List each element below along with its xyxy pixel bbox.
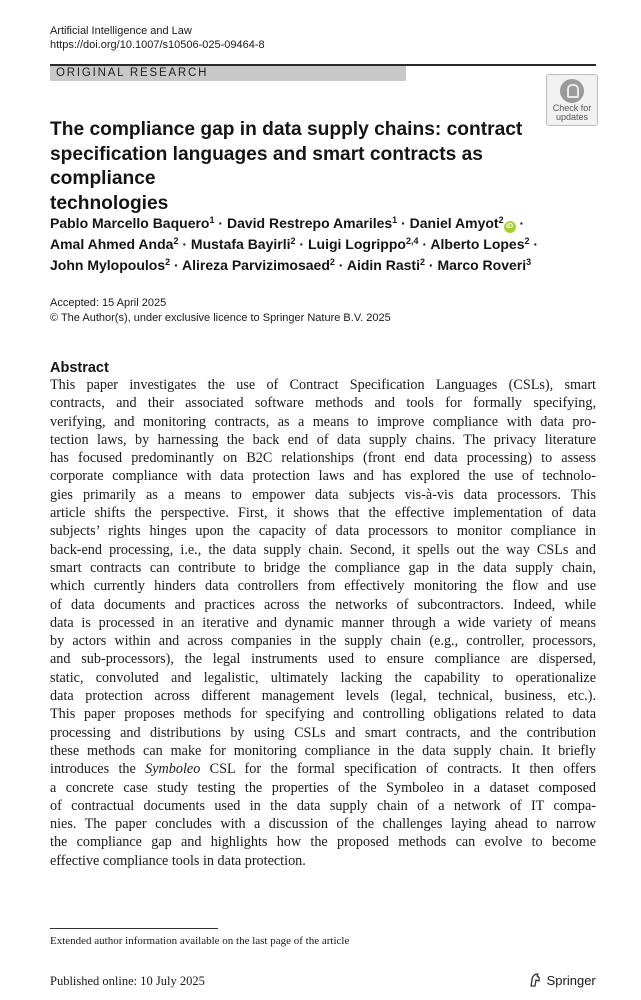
abstract-heading: Abstract	[50, 360, 109, 376]
symboleo-term: Symboleo	[145, 761, 201, 778]
journal-header	[50, 24, 265, 52]
doi-link[interactable]: https://doi.org/10.1007/s10506-025-09464-8	[50, 39, 265, 51]
springer-horse-icon	[527, 972, 543, 988]
accepted-date: Accepted: 15 April 2025	[50, 297, 167, 309]
author-name[interactable]: Mustafa Bayirli	[190, 236, 291, 252]
title-line: The compliance gap in data supply chains: contract	[50, 119, 523, 140]
abstract-line: gies primarily as a means to empower data subjects vis-à-vis data processors. This	[50, 486, 596, 503]
author-name[interactable]: Pablo Marcello Baquero	[50, 215, 210, 231]
author-affiliation: 1	[209, 215, 215, 225]
abstract-text: CSL for the formal specification of contracts. It then offers	[200, 761, 596, 778]
abstract-text: introduces the	[50, 761, 146, 778]
author-line: John Mylopoulos$^2$ · Alireza Parvizimosaed$^2$ · Aidin Rasti$^2$ · Marco Roveri$^3$	[50, 257, 532, 273]
abstract-line: data is processed in an iterative and dynamic manner through a wide variety of means	[50, 614, 596, 631]
check-for-updates-line1: Check for	[552, 103, 592, 113]
abstract-line: back-end processing, i.e., the data supply chain. Second, it spells out the way CSLs and	[50, 541, 596, 558]
abstract-line: a concrete case study testing the properties of the Symboleo in a dataset composed	[50, 779, 596, 796]
check-for-updates-badge[interactable]	[546, 74, 598, 126]
author-affiliation: 1	[392, 215, 398, 225]
check-for-updates-icon	[560, 79, 584, 103]
author-affiliation: 3	[526, 257, 532, 267]
abstract-line: processing and distributions by using CSLs and smart contracts, and the contribution	[50, 724, 596, 741]
abstract-line: effective compliance tools in data protection.	[50, 852, 306, 869]
abstract-line: subjects’ rights hinges upon the capacity of data processors to monitor compliance in	[50, 523, 596, 540]
author-name[interactable]: Luigi Logrippo	[307, 236, 406, 252]
author-name[interactable]: Aidin Rasti	[346, 257, 420, 273]
abstract-line: has focused predominantly on B2C relationships (front end data processing) to assess	[50, 450, 596, 467]
abstract-line: data protection across different management levels (legal, technical, business, etc.).	[50, 688, 596, 705]
author-name[interactable]: Amal Ahmed Anda	[50, 236, 174, 252]
abstract-line: This paper investigates the use of Contract Specification Languages (CSLs), smart	[50, 377, 596, 393]
footnote-rule	[50, 928, 218, 929]
published-date: Published online: 10 July 2025	[50, 974, 205, 988]
author-name[interactable]: Marco Roveri	[437, 257, 527, 273]
section-band	[50, 66, 406, 81]
abstract-line: smart contracts can contribute to bridge the compliance gap in the data supply chain,	[50, 559, 596, 576]
author-affiliation: 2	[524, 236, 530, 246]
abstract-line: tection laws, by harnessing the back end of data supply chains. The privacy literature	[50, 431, 596, 448]
publisher-logo[interactable]	[527, 972, 596, 989]
abstract-line: static, convoluted and legalistic, ultimately lacking the capability to operationalize	[50, 669, 596, 686]
author-name[interactable]: Alberto Lopes	[430, 236, 525, 252]
copyright-notice: © The Author(s), under exclusive licence to Springer Nature B.V. 2025	[50, 312, 391, 324]
author-line: Amal Ahmed Anda$^2$ · Mustafa Bayirli$^2$ · Luigi Logrippo$^{2,4}$ · Alberto Lopes$^2$ ·	[50, 236, 539, 252]
title-line: technologies	[50, 192, 169, 214]
author-affiliation: 2,4	[405, 236, 419, 246]
author-affiliation: 2	[165, 257, 171, 267]
publisher-name: Springer	[546, 973, 596, 988]
abstract-line: the compliance gap and highlights how the proposed methods can evolve to become	[50, 834, 596, 851]
author-name[interactable]: Alireza Parvizimosaed	[182, 257, 330, 273]
author-name[interactable]: David Restrepo Amariles	[226, 215, 393, 231]
abstract-line	[50, 760, 596, 778]
abstract-line: This paper proposes methods for specifying and controlling obligations related to data	[50, 706, 596, 723]
author-affiliation: 2	[498, 215, 504, 225]
abstract-body	[50, 376, 596, 870]
abstract-line: and sub-processors), the legal instruments used to ensure compliance are dispersed,	[50, 651, 596, 668]
author-affiliation: 2	[329, 257, 335, 267]
section-label: ORIGINAL RESEARCH	[56, 67, 209, 79]
title-line: specification languages and smart contracts as compliance	[50, 143, 483, 189]
author-name[interactable]: Daniel Amyot	[409, 215, 499, 231]
author-affiliation: 2	[173, 236, 179, 246]
abstract-line: article shifts the perspective. First, it shows that the effective implementation of data	[50, 505, 596, 522]
author-name[interactable]: John Mylopoulos	[50, 257, 166, 273]
abstract-line: these methods can make for monitoring compliance in the data supply chain. It briefly	[50, 742, 596, 759]
abstract-line: which currently hinders data controllers from effectively monitoring the flow and use	[50, 578, 596, 595]
abstract-line: contracts, and their associated software methods and tools for formally specifying,	[50, 395, 596, 412]
orcid-icon[interactable]: iD	[504, 221, 516, 233]
article-meta	[50, 296, 391, 326]
paper-title	[50, 118, 540, 216]
abstract-line: of contractual documents used in the data supply chain of a network of IT compa-	[50, 797, 596, 814]
journal-name: Artificial Intelligence and Law	[50, 25, 192, 37]
author-affiliation: 2	[290, 236, 296, 246]
author-affiliation: 2	[419, 257, 425, 267]
footnote: Extended author information available on the last page of the article	[50, 935, 350, 947]
abstract-line: by actors within and across companies in the supply chain (e.g., controller, processors,	[50, 633, 596, 650]
check-for-updates-line2: updates	[555, 112, 589, 122]
abstract-line: verifying, and monitoring contracts, as a means to improve compliance with data pro-	[50, 413, 596, 430]
abstract-line: corporate compliance with data protection laws and has explored the use of technolo-	[50, 468, 596, 485]
abstract-line: of data documents and practices across the networks of subcontractors. Indeed, while	[50, 596, 596, 613]
author-line: Pablo Marcello Baquero$^1$ · David Restrepo Amariles$^1$ · Daniel Amyot$^2$iD ·	[50, 215, 525, 231]
author-list	[50, 213, 596, 276]
abstract-line: nies. The paper concludes with a discussion of the challenges laying ahead to narrow	[50, 816, 596, 833]
